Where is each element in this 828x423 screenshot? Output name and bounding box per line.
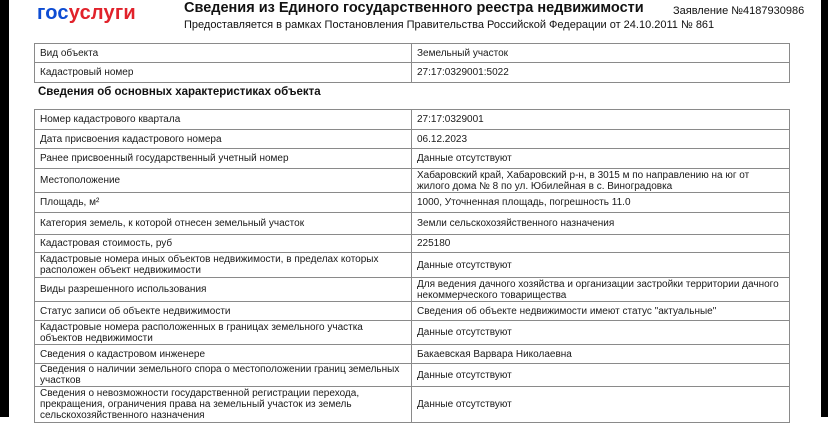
table-row <box>35 63 790 83</box>
row-label: Вид объекта <box>35 44 412 63</box>
table-row <box>35 130 790 149</box>
table-row <box>35 321 790 345</box>
characteristics-table <box>34 109 790 423</box>
row-value: 06.12.2023 <box>412 130 790 149</box>
row-label: Ранее присвоенный государственный учетный номер <box>35 149 412 169</box>
table-row <box>35 169 790 193</box>
table-row <box>35 345 790 364</box>
row-value: 27:17:0329001 <box>412 110 790 130</box>
row-label: Дата присвоения кадастрового номера <box>35 130 412 149</box>
row-value: Хабаровский край, Хабаровский р-н, в 3015 м по направлению на юг от жилого дома № 8 по ул. Юбилейная в с. Виноградовка <box>412 169 790 193</box>
row-label: Кадастровые номера расположенных в границах земельного участка объектов недвижимости <box>35 321 412 345</box>
row-value: Данные отсутствуют <box>412 387 790 423</box>
table-row <box>35 253 790 278</box>
row-value: Данные отсутствуют <box>412 253 790 278</box>
logo-text-uslugi: услуги <box>68 2 136 24</box>
row-value: Земли сельскохозяйственного назначения <box>412 213 790 235</box>
document-header <box>9 0 821 40</box>
row-value: Бакаевская Варвара Николаевна <box>412 345 790 364</box>
screen-frame-right <box>821 0 828 417</box>
row-label: Статус записи об объекте недвижимости <box>35 302 412 321</box>
row-label: Виды разрешенного использования <box>35 278 412 302</box>
row-label: Сведения о кадастровом инженере <box>35 345 412 364</box>
table-row <box>35 149 790 169</box>
row-label: Кадастровый номер <box>35 63 412 83</box>
table-row <box>35 44 790 63</box>
table-row <box>35 213 790 235</box>
row-value: Данные отсутствуют <box>412 321 790 345</box>
logo-text-gos: гос <box>37 2 69 24</box>
gosuslugi-logo <box>37 2 136 25</box>
row-value: Данные отсутствуют <box>412 149 790 169</box>
table-row <box>35 110 790 130</box>
row-label: Кадастровая стоимость, руб <box>35 235 412 253</box>
application-number: Заявление №4187930986 <box>673 5 805 17</box>
row-label: Местоположение <box>35 169 412 193</box>
row-label: Номер кадастрового квартала <box>35 110 412 130</box>
row-value: 27:17:0329001:5022 <box>412 63 790 83</box>
table-row <box>35 193 790 213</box>
table-row <box>35 235 790 253</box>
row-value: Сведения об объекте недвижимости имеют статус "актуальные" <box>412 302 790 321</box>
table-row <box>35 387 790 423</box>
document-subtitle: Предоставляется в рамках Постановления Правительства Российской Федерации от 24.10.2011 № 861 <box>184 19 715 31</box>
object-info-table <box>34 43 790 83</box>
table-row <box>35 302 790 321</box>
row-value: Для ведения дачного хозяйства и организации застройки территории дачного некоммерческого товарищества <box>412 278 790 302</box>
row-label: Площадь, м² <box>35 193 412 213</box>
row-value: Земельный участок <box>412 44 790 63</box>
table-row <box>35 278 790 302</box>
row-value: 225180 <box>412 235 790 253</box>
screen-frame-left <box>0 0 9 417</box>
row-label: Сведения о невозможности государственной регистрации перехода, прекращения, ограничения права на земельный участок из земель сельскохозяйственного назначения <box>35 387 412 423</box>
row-label: Категория земель, к которой отнесен земельный участок <box>35 213 412 235</box>
section-title: Сведения об основных характеристиках объекта <box>38 86 321 98</box>
table-row <box>35 364 790 387</box>
document-title: Сведения из Единого государственного реестра недвижимости <box>184 0 644 16</box>
row-value: Данные отсутствуют <box>412 364 790 387</box>
row-value: 1000, Уточненная площадь, погрешность 11.0 <box>412 193 790 213</box>
row-label: Кадастровые номера иных объектов недвижимости, в пределах которых расположен объект недвижимости <box>35 253 412 278</box>
row-label: Сведения о наличии земельного спора о местоположении границ земельных участков <box>35 364 412 387</box>
